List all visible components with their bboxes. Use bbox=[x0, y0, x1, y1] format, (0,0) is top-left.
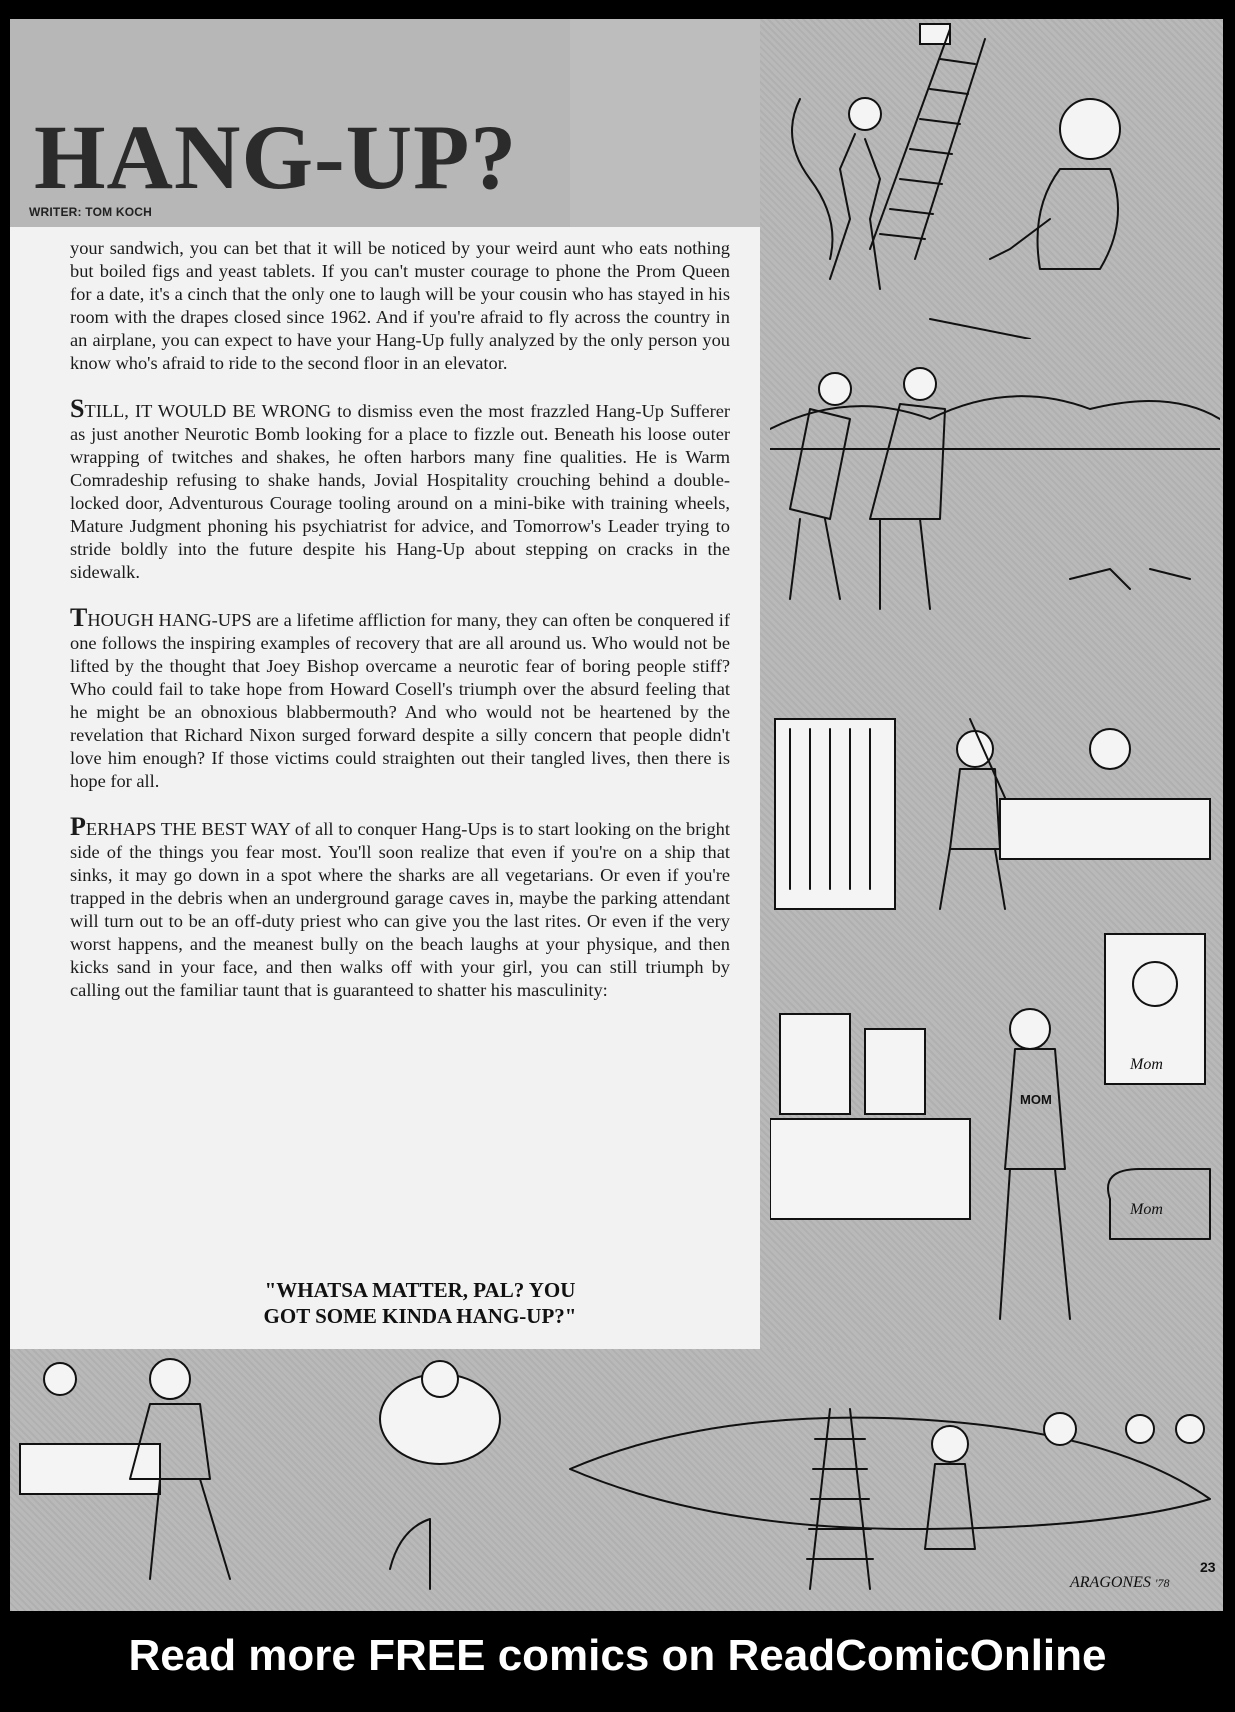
title-block bbox=[10, 19, 570, 227]
mom-portrait-label: Mom bbox=[1130, 1056, 1163, 1073]
paragraph-3-initial: T bbox=[70, 603, 88, 632]
cartoon-mom-room-scene bbox=[770, 919, 1220, 1339]
article-text-panel bbox=[10, 227, 760, 1349]
promo-banner[interactable]: Read more FREE comics on ReadComicOnline bbox=[0, 1611, 1235, 1712]
cartoon-ladder-scene bbox=[770, 19, 1220, 339]
paragraph-2-text: TILL, IT WOULD BE WRONG to dismiss even the most frazzled Hang-Up Sufferer as just another Neurotic Bomb looking for a place to fizzle out. Beneath his loose outer wrapping of twitches and shakes, he often harbors many fine qualities. He is Warm Comradeship refusing to shake hands, Jovial Hospitality crouching behind a double-locked door, Adventurous Courage tooling around on a mini-bike with training wheels, Mature Judgment phoning his psychiatrist for advice, and Tomorrow's Leader trying to stride boldly into the future despite his Hang-Up about stepping on cracks in the sidewalk. bbox=[70, 401, 730, 582]
paragraph-2-initial: S bbox=[70, 394, 85, 423]
mom-shirt-text: MOM bbox=[1020, 1092, 1052, 1107]
cartoon-party-scene bbox=[770, 349, 1220, 649]
paragraph-4-text: ERHAPS THE BEST WAY of all to conquer Hang-Ups is to start looking on the bright side of the things you fear most. You'll soon realize that even if you're on a ship that sinks, it may go down in a spot where the sharks are all vegetarians. Or even if you're trapped in the debris when an underground garage caves in, maybe the parking attendant will turn out to be an off-duty priest who can give you the last rites. Or even if the very worst happens, and the meanest bully on the beach laughs at your physique, and then kicks sand in your face, and then walks off with your girl, you can still triumph by calling out the familiar taunt that is guaranteed to shatter his masculinity: bbox=[70, 819, 730, 1000]
paragraph-1: your sandwich, you can bet that it will be noticed by your weird aunt who eats nothing but boiled figs and yeast tablets. If you can't muster courage to phone the Prom Queen for a date, it's a cinch that the only one to laugh will be your cousin who has stayed in his room with the drapes closed since 1962. And if you're afraid to fly across the country in an airplane, you can expect to have your Hang-Up fully analyzed by the only person you know who's afraid to ride to the second floor in an elevator. bbox=[70, 238, 730, 373]
paragraph-2 bbox=[70, 394, 730, 584]
paragraph-3-text: HOUGH HANG-UPS are a lifetime affliction for many, they can often be conquered if one follows the inspiring examples of recovery that are all around us. Who would not be lifted by the thought that Joey Bishop overcame a neurotic fear of boring people stiff? Who could fail to take hope from Howard Cosell's triumph over the absurd feeling that he might be an obnoxious blabbermouth? And who would not be heartened by the revelation that Richard Nixon surged forward despite a silly concern that people didn't love him enough? If those victims could straighten out their tangled lives, then there is hope for all. bbox=[70, 610, 730, 791]
page-title: HANG-UP? bbox=[34, 106, 518, 208]
magazine-page bbox=[10, 19, 1223, 1611]
mom-pillow-text: Mom bbox=[1130, 1201, 1163, 1218]
artist-name: ARAGONES bbox=[1070, 1574, 1151, 1591]
closing-quote-line-2: GOT SOME KINDA HANG-UP?" bbox=[263, 1304, 577, 1328]
paragraph-3 bbox=[70, 603, 730, 793]
paragraph-4-initial: P bbox=[70, 812, 86, 841]
article-body bbox=[70, 237, 730, 1024]
closing-quote-line-1: "WHATSA MATTER, PAL? YOU bbox=[264, 1278, 576, 1302]
writer-credit: WRITER: TOM KOCH bbox=[29, 205, 152, 219]
paragraph-4 bbox=[70, 812, 730, 1002]
page-number: 23 bbox=[1200, 1559, 1216, 1575]
closing-quote bbox=[180, 1277, 660, 1329]
cartoon-bottom-scenes bbox=[10, 1349, 1223, 1611]
cartoon-bedroom-gun-scene bbox=[770, 709, 1220, 919]
artist-signature bbox=[1070, 1574, 1169, 1592]
signature-year: '78 bbox=[1154, 1576, 1170, 1590]
